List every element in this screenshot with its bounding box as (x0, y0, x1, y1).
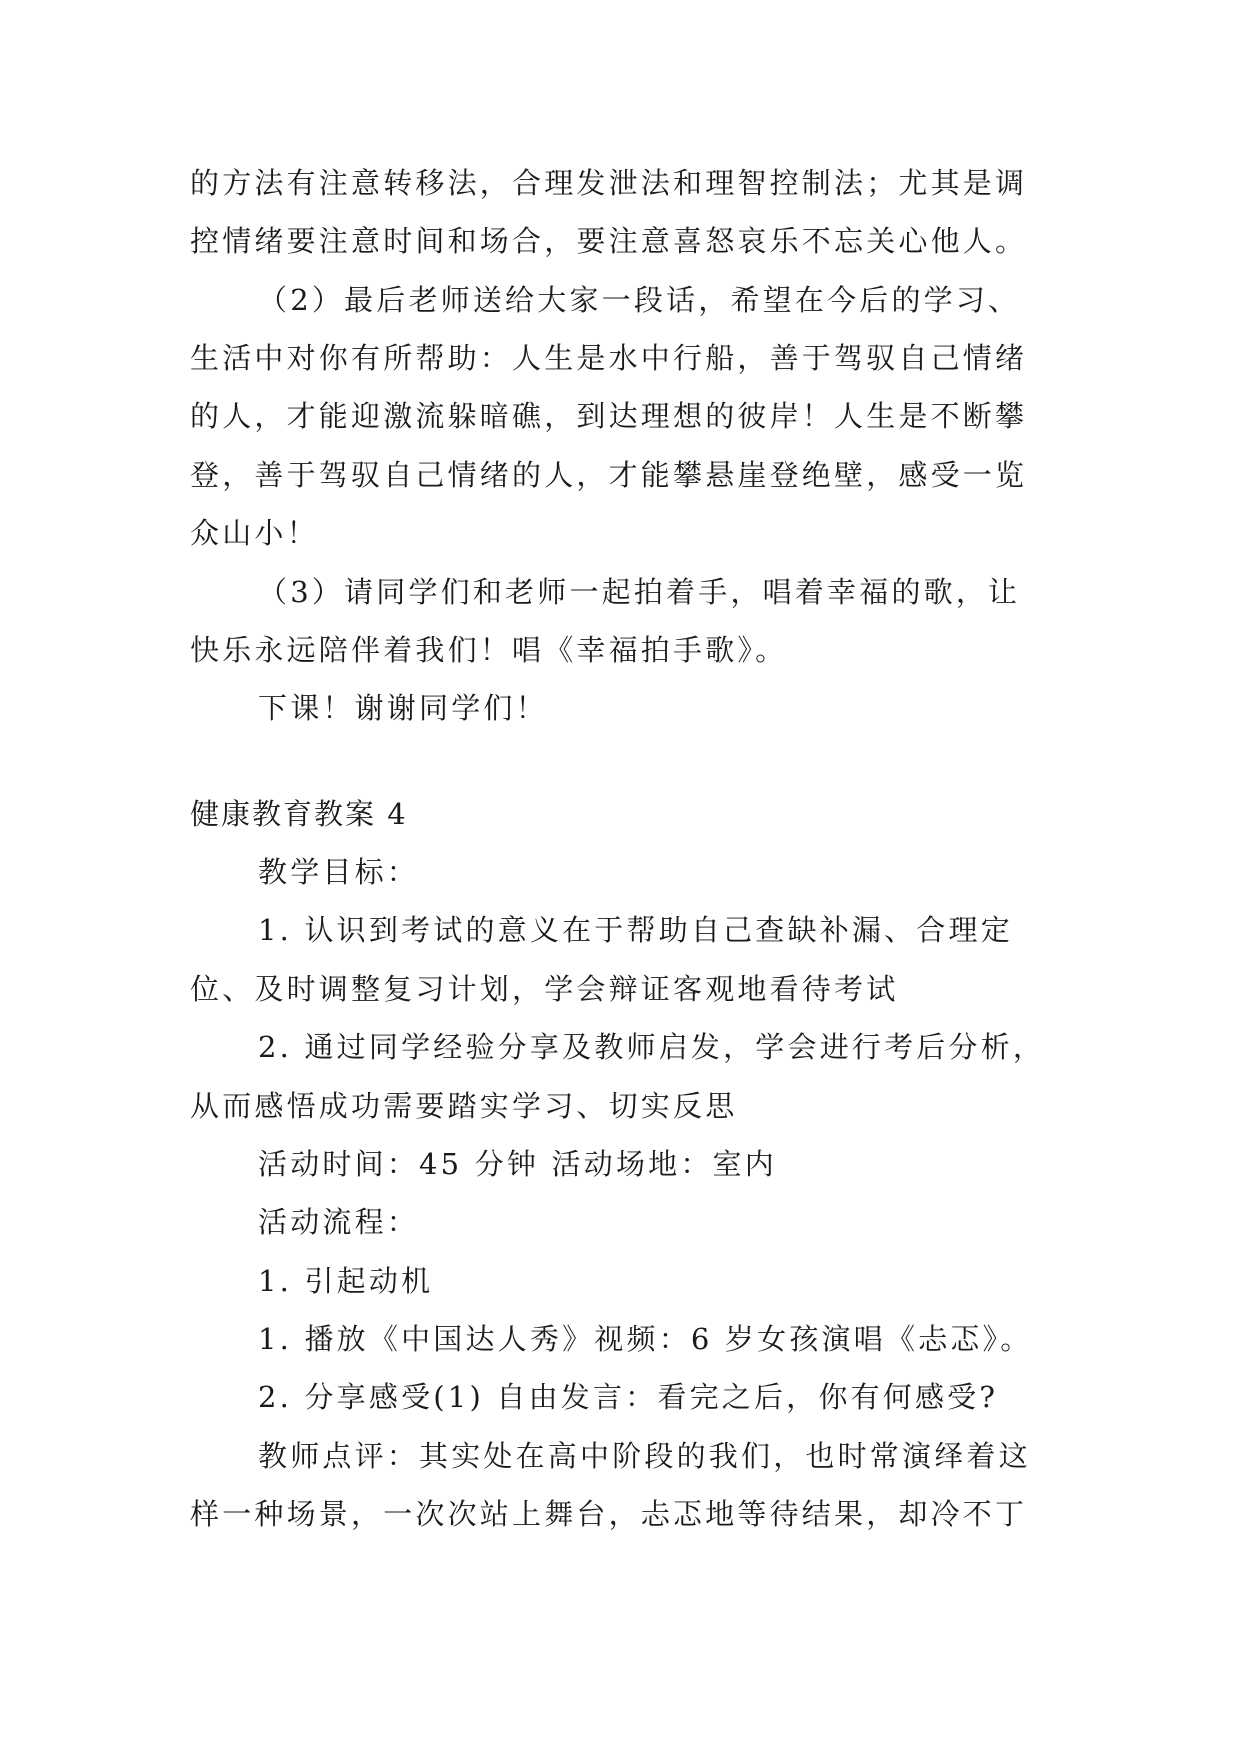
text-line: 活动时间：45 分钟 活动场地：室内 (258, 1147, 777, 1181)
text-line: 快乐永远陪伴着我们！唱《幸福拍手歌》。 (190, 633, 788, 667)
text-line: 1. 播放《中国达人秀》视频：6 岁女孩演唱《忐忑》。 (258, 1322, 1033, 1356)
text-line: （3）请同学们和老师一起拍着手，唱着幸福的歌，让 (258, 575, 1021, 609)
text-line: 2. 分享感受(1) 自由发言：看完之后，你有何感受? (258, 1380, 999, 1414)
text-line: （2）最后老师送给大家一段话，希望在今后的学习、 (258, 283, 1021, 317)
text-line: 教师点评：其实处在高中阶段的我们，也时常演绎着这 (258, 1439, 1031, 1473)
text-line: 下课！谢谢同学们！ (258, 691, 548, 725)
text-line: 的人，才能迎激流躲暗礁，到达理想的彼岸！人生是不断攀 (190, 399, 1028, 433)
text-line: 生活中对你有所帮助：人生是水中行船，善于驾驭自己情绪 (190, 341, 1028, 375)
text-line: 1. 引起动机 (258, 1264, 434, 1298)
text-line: 控情绪要注意时间和场合，要注意喜怒哀乐不忘关心他人。 (190, 224, 1028, 258)
text-line: 1. 认识到考试的意义在于帮助自己查缺补漏、合理定 (258, 913, 1013, 947)
text-line: 教学目标： (258, 855, 420, 889)
text-line: 的方法有注意转移法，合理发泄法和理智控制法；尤其是调 (190, 166, 1028, 200)
text-line: 登，善于驾驭自己情绪的人，才能攀悬崖登绝壁，感受一览 (190, 458, 1028, 492)
text-line: 样一种场景，一次次站上舞台，忐忑地等待结果，却冷不丁 (190, 1497, 1028, 1531)
text-line: 从而感悟成功需要踏实学习、切实反思 (190, 1089, 738, 1123)
section-title: 健康教育教案 4 (190, 797, 408, 831)
text-line: 2. 通过同学经验分享及教师启发，学会进行考后分析， (258, 1030, 1046, 1064)
text-line: 众山小！ (190, 516, 319, 550)
text-line: 活动流程： (258, 1205, 420, 1239)
text-line: 位、及时调整复习计划，学会辩证客观地看待考试 (190, 972, 899, 1006)
